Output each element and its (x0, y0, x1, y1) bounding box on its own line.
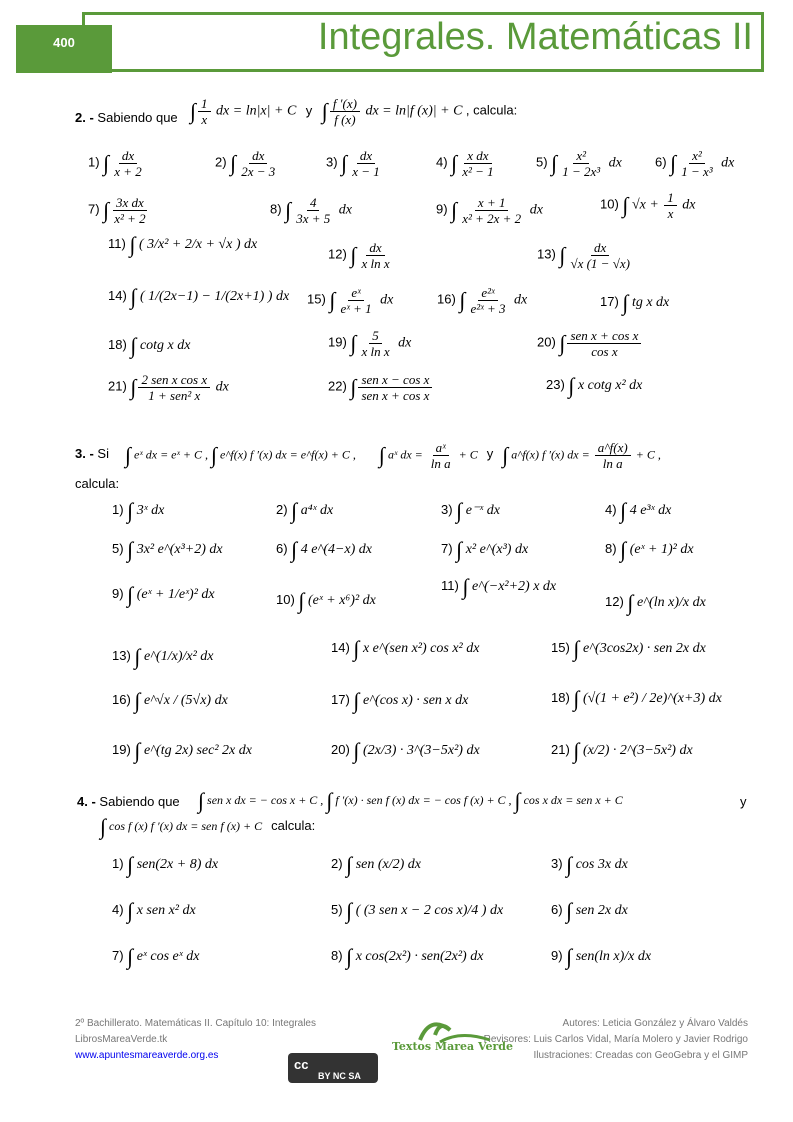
item-number: 9) (436, 201, 452, 217)
item-number: 13) (537, 246, 560, 262)
item-number: 3) (326, 154, 342, 170)
item-number: 4) (112, 902, 128, 918)
marea-verde-logo (392, 1010, 513, 1065)
exercise-4-item: 3) ∫ cos 3x dx (551, 852, 628, 877)
exercise-2-item: 21) ∫ $\frac{\text{2 sen x cos x}}{\text{1 + sen² x}}$ dx (108, 372, 229, 403)
item-number: 11) (441, 578, 463, 594)
exercise-4-formula-2: ∫ cos f (x) f ′(x) dx = sen f (x) + C calcula: (100, 814, 316, 839)
footer-illustrations: Ilustraciones: Creadas con GeoGebra y el GIMP (533, 1050, 748, 1061)
item-number: 6) (276, 541, 292, 557)
item-number: 10) (600, 196, 623, 212)
footer-reviewers: Revisores: Luis Carlos Vidal, María Molero y Javier Rodrigo (483, 1034, 748, 1045)
exercise-3-item: 8) ∫ (eˣ + 1)² dx (605, 537, 694, 562)
integrand: (eˣ + 1)² dx (626, 542, 694, 558)
exercise-3-formula: ∫ eˣ dx = eˣ + C , ∫ e^f(x) f ′(x) dx = e^f(x) + C , ∫ aˣ dx = $\frac{\text{aˣ}}{\text{ln a}}$ + C y ∫ a^f(x) f ′(x) dx = $\frac{a\^{}f(x)}{\text{ln a}}$ + C , (125, 440, 661, 471)
item-number: 12) (605, 594, 628, 610)
item-number: 23) (546, 377, 569, 393)
integrand: (x/2) · 2^(3−5x²) dx (579, 743, 693, 759)
fraction: $\frac{dx}{2x - 3}$ (241, 148, 276, 179)
integrand: 4 e³ˣ dx (626, 503, 672, 519)
item-number: 1) (112, 856, 128, 872)
integrand: x e^(sen x²) cos x² dx (359, 641, 480, 657)
exercise-2-item: 13) ∫ $\frac{dx}{√x (1 - √x)}$ (537, 240, 635, 271)
fraction: $\frac{5}{\text{x ln x}}$ (361, 328, 390, 359)
integrand: e^(tg 2x) sec² 2x dx (140, 743, 252, 759)
fraction: $\frac{dx}{x - 1}$ (352, 148, 380, 179)
item-number: 3) (551, 856, 567, 872)
integrand: sen (x/2) dx (352, 857, 422, 873)
exercise-3-item: 21) ∫ (x/2) · 2^(3−5x²) dx (551, 738, 693, 763)
integrand: ( (3 sen x − 2 cos x)/4 ) dx (352, 903, 504, 919)
fraction: $\frac{\text{e²ˣ}}{\text{e²ˣ + 3}}$ (470, 285, 506, 316)
exercise-2-item: 18) ∫ cotg x dx (108, 333, 191, 358)
exercise-3-calcula: calcula: (75, 476, 120, 491)
item-number: 21) (108, 378, 131, 394)
exercise-2-item: 23) ∫ x cotg x² dx (546, 373, 643, 398)
item-number: 20) (331, 742, 354, 758)
exercise-2-item: 11) ∫ ( 3/x² + 2/x + √x ) dx (108, 232, 258, 257)
item-number: 12) (328, 246, 351, 262)
integrand: cos 3x dx (572, 857, 628, 873)
fraction: $\frac{\text{x²}}{\text{1 − x³}}$ (681, 148, 713, 179)
exercise-2-item: 17) ∫ tg x dx (600, 290, 670, 315)
exercise-3-item: 17) ∫ e^(cos x) · sen x dx (331, 688, 469, 713)
exercise-2-item: 2) ∫ $\frac{dx}{2x - 3}$ (215, 148, 280, 179)
exercise-2-item: 1) ∫ $\frac{dx}{x + 2}$ (88, 148, 147, 179)
exercise-4-item: 4) ∫ x sen x² dx (112, 898, 196, 923)
exercise-3-item: 5) ∫ 3x² e^(x³+2) dx (112, 537, 223, 562)
item-number: 1) (88, 154, 104, 170)
exercise-3-item: 20) ∫ (2x/3) · 3^(3−5x²) dx (331, 738, 480, 763)
exercise-2-item: 6) ∫ $\frac{\text{x²}}{\text{1 − x³}}$ dx (655, 148, 735, 179)
exercise-3-item: 6) ∫ 4 e^(4−x) dx (276, 537, 373, 562)
footer-site: LibrosMareaVerde.tk (75, 1034, 168, 1045)
footer-link[interactable] (75, 1050, 218, 1061)
exercise-4-item: 5) ∫ ( (3 sen x − 2 cos x)/4 ) dx (331, 898, 504, 923)
exercise-2-item: 7) ∫ $\frac{\text{3x dx}}{\text{x² + 2}}$ (88, 195, 151, 226)
exercise-4-and: y (740, 794, 747, 809)
item-number: 21) (551, 742, 574, 758)
integrand: (eˣ + 1/eˣ)² dx (133, 587, 215, 603)
integrand: x cotg x² dx (574, 378, 643, 394)
footer-url[interactable]: www.apuntesmareaverde.org.es (75, 1050, 219, 1061)
integrand: e^(ln x)/x dx (633, 595, 706, 611)
item-number: 18) (108, 337, 131, 353)
item-number: 15) (551, 640, 574, 656)
exercise-2-intro: 2. - Sabiendo que (75, 110, 178, 125)
exercise-3-item: 3) ∫ e⁻ˣ dx (441, 498, 500, 523)
exercise-4-item: 7) ∫ eˣ cos eˣ dx (112, 944, 200, 969)
integrand: x sen x² dx (133, 903, 196, 919)
exercise-2-item: 20) ∫ $\frac{\text{sen x + cos x}}{\text{cos x}}$ (537, 328, 643, 359)
item-number: 17) (600, 294, 623, 310)
exercise-3-item: 2) ∫ a⁴ˣ dx (276, 498, 334, 523)
cc-license-badge: cc BY NC SA (288, 1053, 378, 1083)
exercise-4-item: 6) ∫ sen 2x dx (551, 898, 628, 923)
integrand: eˣ cos eˣ dx (133, 949, 200, 965)
license-text: BY NC SA (318, 1071, 361, 1081)
item-number: 8) (331, 948, 347, 964)
exercise-2-item: 14) ∫ ( 1/(2x−1) − 1/(2x+1) ) dx (108, 284, 290, 309)
exercise-3-item: 14) ∫ x e^(sen x²) cos x² dx (331, 636, 480, 661)
integrand: ( 3/x² + 2/x + √x ) dx (135, 237, 258, 253)
integrand: 4 e^(4−x) dx (297, 542, 373, 558)
exercise-2-item: 4) ∫ $\frac{\text{x dx}}{\text{x² − 1}}$ (436, 148, 499, 179)
exercise-4-item: 9) ∫ sen(ln x)/x dx (551, 944, 652, 969)
item-number: 9) (551, 948, 567, 964)
exercise-3-intro: 3. - Si (75, 446, 109, 461)
exercise-3-item: 11) ∫ e^(−x²+2) x dx (441, 574, 557, 599)
exercise-2-item: 12) ∫ $\frac{dx}{\text{x ln x}}$ (328, 240, 395, 271)
exercise-4-item: 1) ∫ sen(2x + 8) dx (112, 852, 219, 877)
item-number: 14) (108, 288, 131, 304)
integrand: e^(cos x) · sen x dx (359, 693, 469, 709)
item-number: 7) (441, 541, 457, 557)
exercise-2-item: 15) ∫ $\frac{\text{eˣ}}{\text{eˣ + 1}}$ dx (307, 285, 394, 316)
exercise-2-item: 9) ∫ $\frac{x + 1}{\text{x² + 2x + 2}}$ dx (436, 195, 543, 226)
exercise-3-item: 1) ∫ 3ˣ dx (112, 498, 165, 523)
item-number: 14) (331, 640, 354, 656)
fraction: $\frac{x + 1}{\text{x² + 2x + 2}}$ (462, 195, 522, 226)
logo-text: Textos Marea Verde (392, 1040, 513, 1053)
exercise-3-item: 16) ∫ e^√x / (5√x) dx (112, 688, 228, 713)
exercise-2-formula: ∫ $\frac{1}{x}$ dx = ln|x| + C y ∫ $\frac{f '(x)}{f (x)}$ dx = ln|f (x)| + C , calcula: (190, 96, 518, 127)
exercise-3-item: 9) ∫ (eˣ + 1/eˣ)² dx (112, 582, 215, 607)
item-number: 4) (436, 154, 452, 170)
page-number: 400 (16, 25, 112, 73)
exercise-2-item: 16) ∫ $\frac{\text{e²ˣ}}{\text{e²ˣ + 3}}$ dx (437, 285, 528, 316)
item-number: 16) (112, 692, 135, 708)
item-number: 16) (437, 291, 460, 307)
integrand: x cos(2x²) · sen(2x²) dx (352, 949, 484, 965)
item-number: 3) (441, 502, 457, 518)
exercise-4-item: 2) ∫ sen (x/2) dx (331, 852, 422, 877)
item-number: 4) (605, 502, 621, 518)
exercise-2-item: 8) ∫ $\frac{4}{3x + 5}$ dx (270, 195, 352, 226)
item-number: 11) (108, 236, 130, 252)
integrand: 3ˣ dx (133, 503, 165, 519)
fraction: $\frac{dx}{\text{x ln x}}$ (361, 240, 390, 271)
fraction: $\frac{\text{2 sen x cos x}}{\text{1 + sen² x}}$ (138, 372, 210, 403)
integrand: (eˣ + x⁶)² dx (304, 593, 376, 609)
footer-course: 2º Bachillerato. Matemáticas II. Capítulo 10: Integrales (75, 1018, 316, 1029)
exercise-3-item: 15) ∫ e^(3cos2x) · sen 2x dx (551, 636, 706, 661)
integrand: cotg x dx (136, 338, 191, 354)
integrand: tg x dx (628, 295, 670, 311)
item-number: 1) (112, 502, 128, 518)
integrand: 3x² e^(x³+2) dx (133, 542, 223, 558)
integrand: e^(3cos2x) · sen 2x dx (579, 641, 706, 657)
footer-authors: Autores: Leticia González y Álvaro Valdés (562, 1018, 748, 1029)
item-number: 2) (215, 154, 231, 170)
exercise-4-item: 8) ∫ x cos(2x²) · sen(2x²) dx (331, 944, 484, 969)
fraction: $\frac{dx}{x + 2}$ (114, 148, 142, 179)
exercise-3-item: 13) ∫ e^(1/x)/x² dx (112, 644, 214, 669)
item-number: 2) (276, 502, 292, 518)
exercise-4-formula-1: ∫ sen x dx = − cos x + C , ∫ f ′(x) · sen f (x) dx = − cos f (x) + C , ∫ cos x dx = sen x + C (198, 788, 623, 813)
fraction: $\frac{\text{x²}}{\text{1 − 2x³}}$ (562, 148, 601, 179)
item-number: 8) (605, 541, 621, 557)
integrand: x² e^(x³) dx (462, 542, 529, 558)
fraction: $\frac{\text{sen x + cos x}}{\text{cos x}}$ (567, 328, 641, 359)
exercise-3-item: 7) ∫ x² e^(x³) dx (441, 537, 529, 562)
exercise-3-item: 10) ∫ (eˣ + x⁶)² dx (276, 588, 376, 613)
exercise-2-item: 10) ∫ √x + $\frac{1}{x}$ dx (600, 190, 696, 221)
item-number: 20) (537, 334, 560, 350)
fraction: $\frac{4}{3x + 5}$ (296, 195, 331, 226)
integrand: sen(ln x)/x dx (572, 949, 652, 965)
exercise-3-item: 4) ∫ 4 e³ˣ dx (605, 498, 672, 523)
exercise-2-item: 5) ∫ $\frac{\text{x²}}{\text{1 − 2x³}}$ dx (536, 148, 622, 179)
item-number: 15) (307, 291, 330, 307)
item-number: 5) (331, 902, 347, 918)
integrand: e^(−x²+2) x dx (468, 579, 557, 595)
item-number: 10) (276, 592, 299, 608)
item-number: 9) (112, 586, 128, 602)
integrand: (√(1 + e²) / 2e)^(x+3) dx (579, 691, 722, 707)
fraction: $\frac{\text{3x dx}}{\text{x² + 2}}$ (114, 195, 146, 226)
fraction: $\frac{1}{x}$ (664, 190, 677, 221)
item-number: 22) (328, 378, 351, 394)
integrand: e⁻ˣ dx (462, 503, 500, 519)
item-number: 6) (551, 902, 567, 918)
exercise-2-item: 3) ∫ $\frac{dx}{x - 1}$ (326, 148, 385, 179)
fraction: $\frac{\text{eˣ}}{\text{eˣ + 1}}$ (340, 285, 372, 316)
exercise-2-item: 19) ∫ $\frac{5}{\text{x ln x}}$ dx (328, 328, 412, 359)
fraction: $\frac{\text{x dx}}{\text{x² − 1}}$ (462, 148, 494, 179)
integrand: sen(2x + 8) dx (133, 857, 219, 873)
exercise-3-item: 18) ∫ (√(1 + e²) / 2e)^(x+3) dx (551, 686, 722, 711)
item-number: 7) (112, 948, 128, 964)
fraction: $\frac{dx}{√x (1 - √x)}$ (570, 240, 630, 271)
integrand: sen 2x dx (572, 903, 628, 919)
integrand: e^√x / (5√x) dx (140, 693, 228, 709)
item-number: 19) (112, 742, 135, 758)
item-number: 5) (536, 154, 552, 170)
item-number: 5) (112, 541, 128, 557)
item-number: 6) (655, 154, 671, 170)
page-title: Integrales. Matemáticas II (317, 16, 753, 58)
item-number: 19) (328, 334, 351, 350)
exercise-4-intro: 4. - Sabiendo que (77, 794, 180, 809)
item-number: 8) (270, 201, 286, 217)
fraction: $\frac{\text{sen x − cos x}}{\text{sen x + cos x}}$ (358, 372, 432, 403)
exercise-3-item: 19) ∫ e^(tg 2x) sec² 2x dx (112, 738, 252, 763)
item-number: 17) (331, 692, 354, 708)
integrand: a⁴ˣ dx (297, 503, 334, 519)
integrand: ( 1/(2x−1) − 1/(2x+1) ) dx (136, 289, 290, 305)
exercise-3-item: 12) ∫ e^(ln x)/x dx (605, 590, 706, 615)
item-number: 13) (112, 648, 135, 664)
item-number: 2) (331, 856, 347, 872)
item-number: 18) (551, 690, 574, 706)
item-number: 7) (88, 201, 104, 217)
integrand: (2x/3) · 3^(3−5x²) dx (359, 743, 480, 759)
exercise-2-item: 22) ∫ $\frac{\text{sen x − cos x}}{\text{sen x + cos x}}$ (328, 372, 434, 403)
integrand: e^(1/x)/x² dx (140, 649, 214, 665)
